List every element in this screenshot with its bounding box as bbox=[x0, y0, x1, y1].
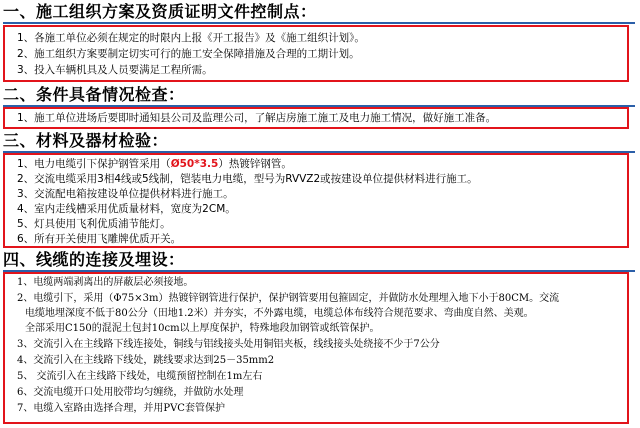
section-4-title: 四、线缆的连接及埋设： bbox=[3, 250, 185, 269]
section-3-item-3: 3、交流配电箱按建设单位提供材料进行施工。 bbox=[17, 188, 234, 200]
section-4-item-7: 7、电缆入室路由选择合理，并用PVC套管保护 bbox=[17, 403, 225, 414]
section-4-item-4: 4、交流引入在主线路下线处，跳线要求达到25－35mm2 bbox=[17, 355, 275, 366]
section-4-item-5: 5、 交流引入在主线路下线处，电缆预留控制在1m左右 bbox=[17, 371, 263, 382]
section-1-title: 一、施工组织方案及资质证明文件控制点： bbox=[3, 2, 317, 21]
item-1-suffix: ）热镀锌钢管。 bbox=[218, 158, 292, 170]
section-4-item-2: 2、电缆引下，采用（Φ75×3m）热镀锌钢管进行保护，保护钢管要用包箍固定，并做防水处理埋入地下小于80CM。交流 bbox=[17, 293, 560, 304]
section-4-item-6: 6、交流电缆开口处用胶带均匀缠绕，并做防水处理 bbox=[17, 387, 244, 398]
section-3-item-2: 2、交流电缆采用3相4线或5线制，铠装电力电缆，型号为RVVZ2或按建设单位提供材料进行施工。 bbox=[17, 173, 478, 185]
section-3-item-6: 6、所有开关使用飞雕牌优质开关。 bbox=[17, 233, 182, 245]
section-1-item-2: 2、施工组织方案要制定切实可行的施工安全保障措施及合理的工期计划。 bbox=[17, 48, 360, 60]
section-4-item-2-cont-2: 全部采用C150的混泥土包封10cm以上厚度保护，特殊地段加钢管或纸管保护。 bbox=[25, 323, 380, 334]
section-3-item-5: 5、灯具使用飞利优质浦节能灯。 bbox=[17, 218, 171, 230]
section-1-item-3: 3、投入车辆机具及人员要满足工程所需。 bbox=[17, 64, 213, 76]
section-2-title: 二、条件具备情况检查： bbox=[3, 85, 185, 104]
section-1-underline bbox=[3, 22, 635, 24]
section-4-item-2-cont-1: 电缆地埋深度不低于80公分（田地1.2米）并夯实，不外露电缆，电缆总体布线符合规范要求、弯曲度自然、美观。 bbox=[25, 308, 534, 319]
section-4-item-3: 3、交流引入在主线路下线连接处，铜线与铝线接头处用铜铝夹板，线线接头处绕接不少于7公分 bbox=[17, 339, 440, 350]
section-3-title: 三、材料及器材检验： bbox=[3, 131, 169, 150]
item-1-prefix: 1、电力电缆引下保护钢管采用（ bbox=[17, 158, 171, 170]
section-2-box bbox=[3, 107, 629, 129]
section-3-item-4: 4、室内走线槽采用优质量材料，宽度为2CM。 bbox=[17, 203, 236, 215]
section-3-item-1 bbox=[17, 157, 292, 171]
pipe-spec-highlight: Ø50*3.5 bbox=[170, 158, 219, 170]
section-3-box bbox=[3, 153, 629, 248]
section-4-box bbox=[3, 272, 629, 424]
section-4-item-1: 1、电缆两端剥离出的屏蔽层必须接地。 bbox=[17, 277, 194, 288]
section-2-item-1: 1、施工单位进场后要即时通知县公司及监理公司，了解店房施工施工及电力施工情况，做好施工准备。 bbox=[17, 112, 497, 124]
section-1-box bbox=[3, 25, 629, 82]
section-1-item-1: 1、各施工单位必须在规定的时限内上报《开工报告》及《施工组织计划》。 bbox=[17, 32, 365, 44]
